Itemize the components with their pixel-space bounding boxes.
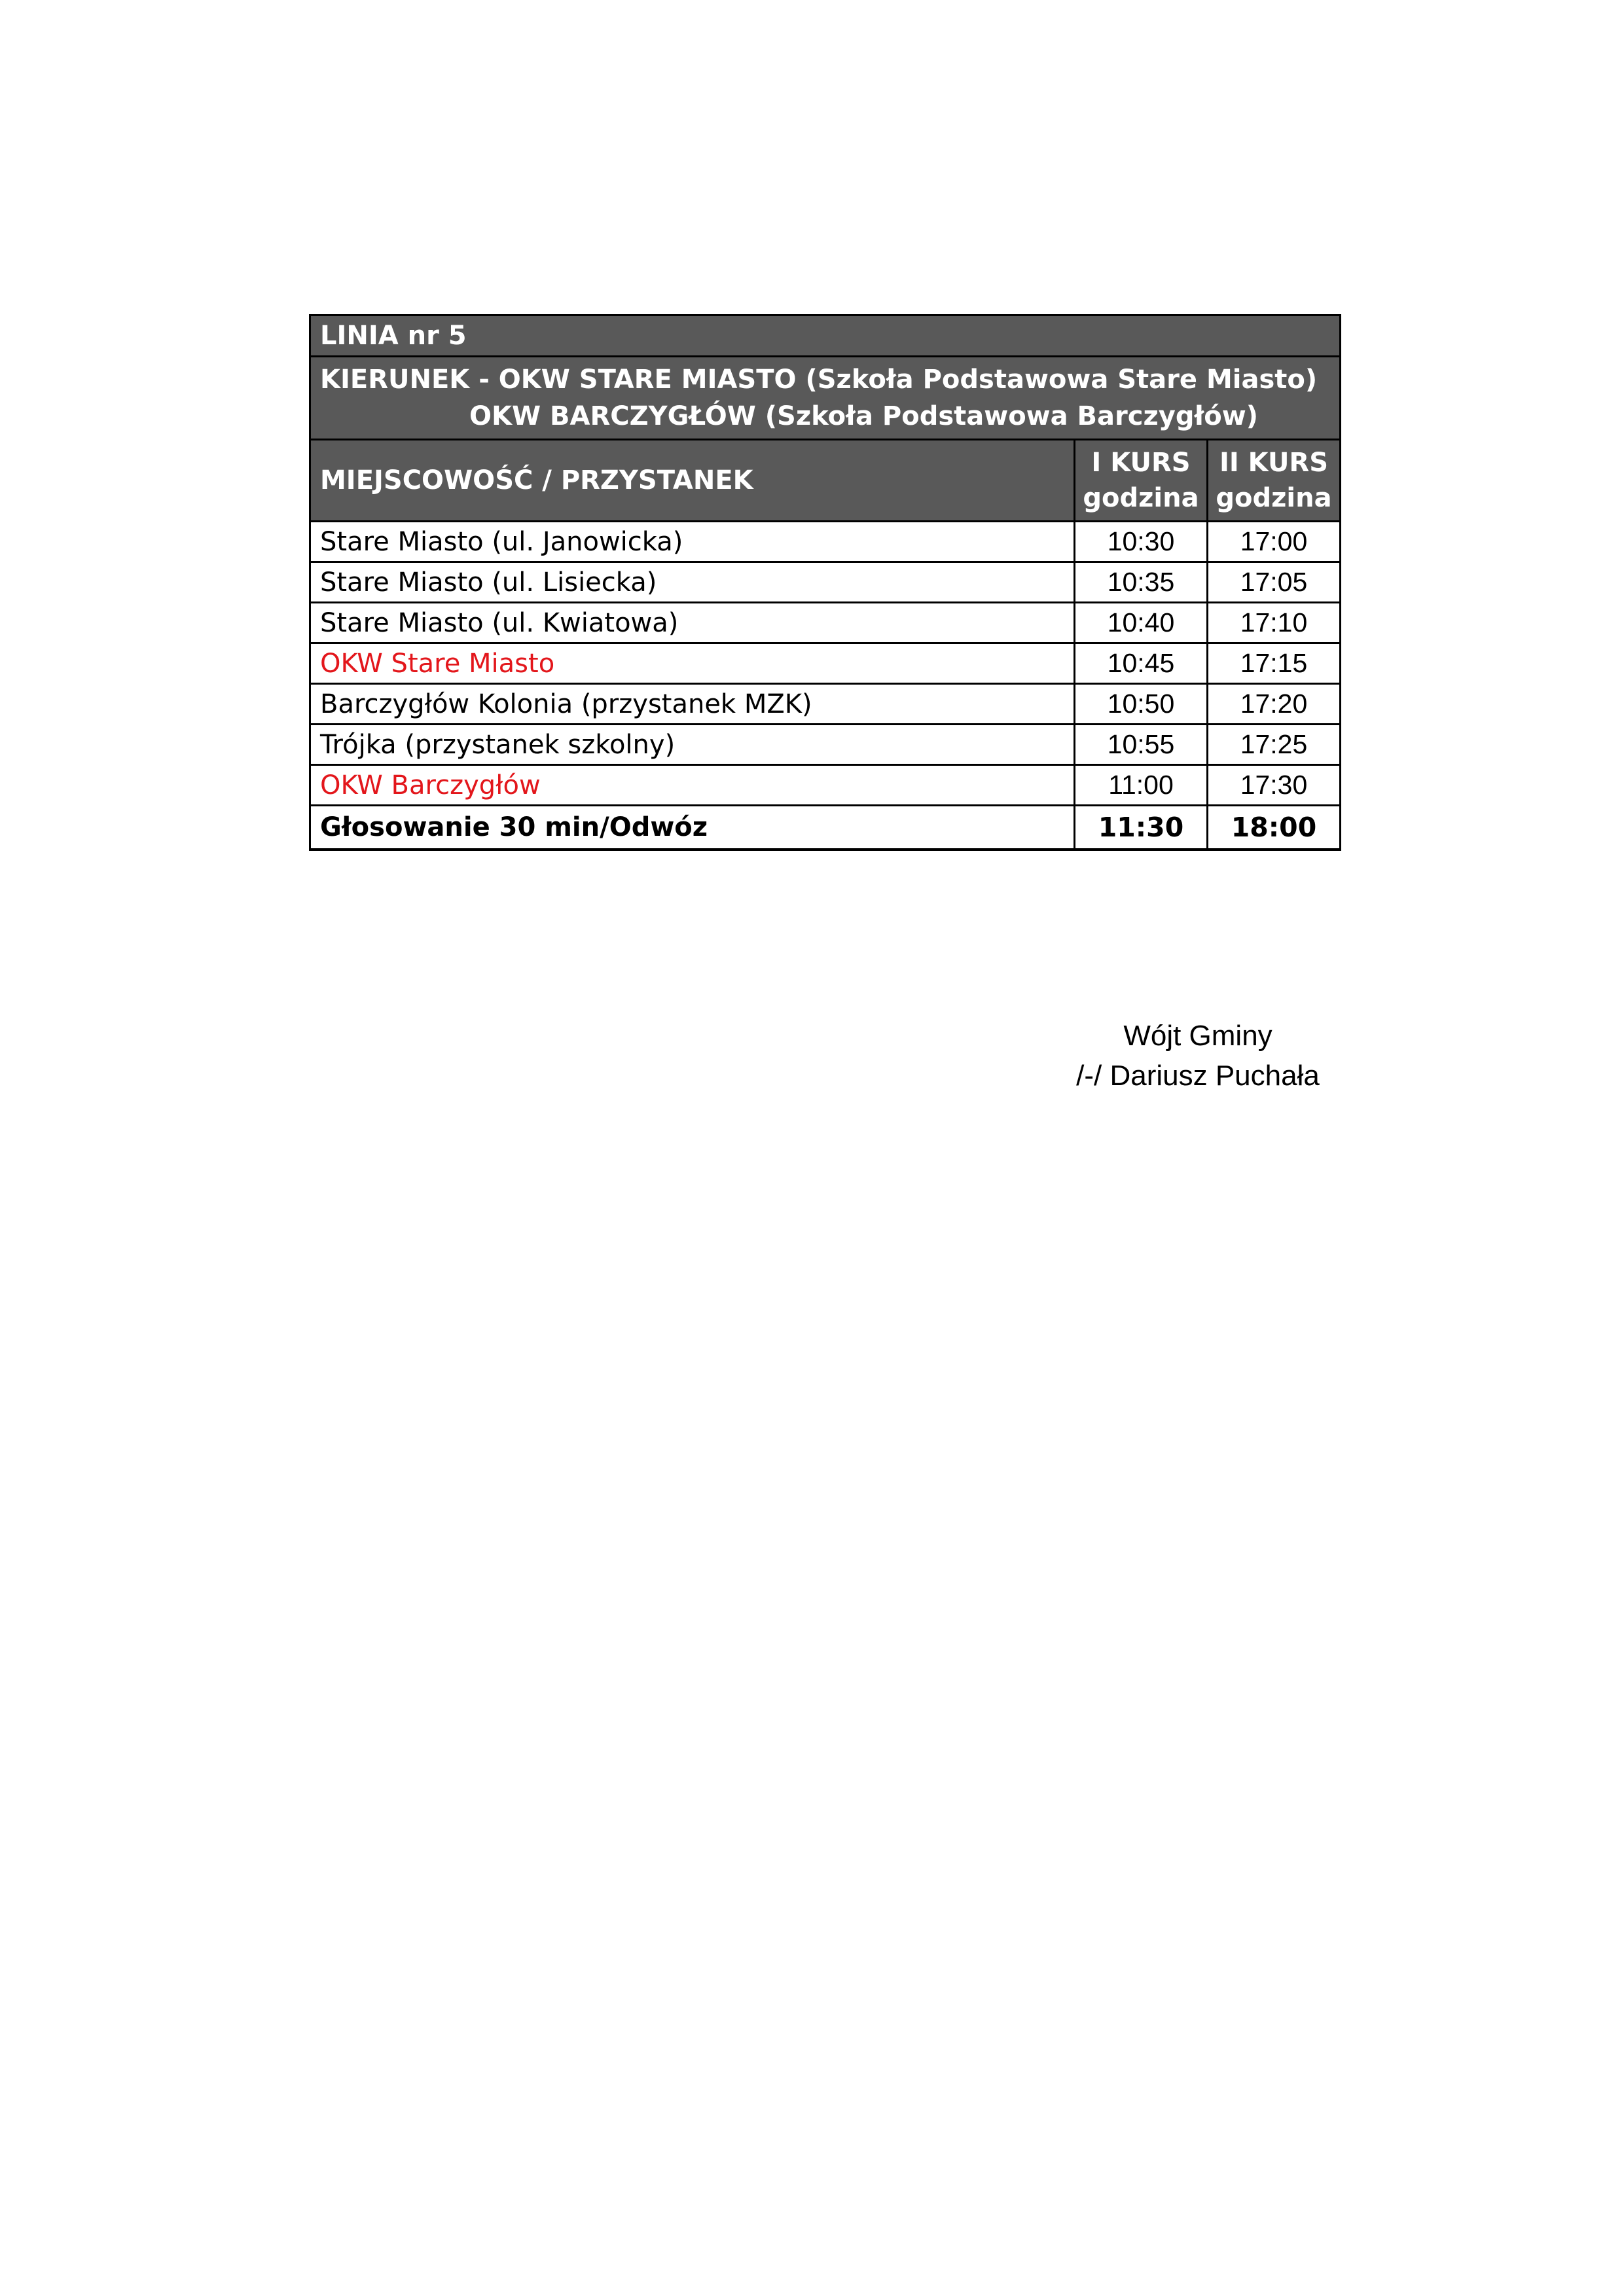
table-row xyxy=(310,643,1341,684)
run-2-time: 17:20 xyxy=(1208,684,1341,725)
column-header-run-2 xyxy=(1208,440,1341,522)
line-header-row xyxy=(310,315,1341,357)
run-1-time: 10:45 xyxy=(1075,643,1208,684)
run-2-time: 17:15 xyxy=(1208,643,1341,684)
total-row xyxy=(310,806,1341,850)
total-run-1-time: 11:30 xyxy=(1075,806,1208,850)
run-1-time: 10:40 xyxy=(1075,603,1208,643)
total-label: Głosowanie 30 min/Odwóz xyxy=(310,806,1075,850)
run-1-time: 10:30 xyxy=(1075,522,1208,562)
stop-name: Trójka (przystanek szkolny) xyxy=(310,725,1075,765)
signature-name: /-/ Dariusz Puchała xyxy=(1076,1060,1320,1092)
stop-name: OKW Stare Miasto xyxy=(310,643,1075,684)
direction-cell xyxy=(310,357,1341,440)
stop-name: Stare Miasto (ul. Lisiecka) xyxy=(310,562,1075,603)
bus-schedule-table xyxy=(309,314,1341,851)
column-header-stop: MIEJSCOWOŚĆ / PRZYSTANEK xyxy=(310,440,1075,522)
total-run-2-time: 18:00 xyxy=(1208,806,1341,850)
table-row xyxy=(310,603,1341,643)
table-row xyxy=(310,725,1341,765)
run-2-time: 17:05 xyxy=(1208,562,1341,603)
stop-name: OKW Barczygłów xyxy=(310,765,1075,806)
stop-name: Stare Miasto (ul. Kwiatowa) xyxy=(310,603,1075,643)
table-row xyxy=(310,684,1341,725)
signature-block xyxy=(1034,1016,1362,1096)
stop-name: Stare Miasto (ul. Janowicka) xyxy=(310,522,1075,562)
run-2-subtitle: godzina xyxy=(1216,483,1332,513)
column-header-run-1 xyxy=(1075,440,1208,522)
stop-name: Barczygłów Kolonia (przystanek MZK) xyxy=(310,684,1075,725)
run-2-title: II KURS xyxy=(1219,448,1329,478)
run-2-time: 17:10 xyxy=(1208,603,1341,643)
run-2-time: 17:30 xyxy=(1208,765,1341,806)
run-2-time: 17:00 xyxy=(1208,522,1341,562)
signature-title: Wójt Gminy xyxy=(1123,1020,1272,1052)
table-row xyxy=(310,522,1341,562)
run-1-time: 10:50 xyxy=(1075,684,1208,725)
direction-line-1: KIERUNEK - OKW STARE MIASTO (Szkoła Podstawowa Stare Miasto) xyxy=(320,365,1318,395)
direction-line-2: OKW BARCZYGŁÓW (Szkoła Podstawowa Barczygłów) xyxy=(469,401,1259,431)
run-1-time: 10:55 xyxy=(1075,725,1208,765)
line-title: LINIA nr 5 xyxy=(310,315,1341,357)
run-1-title: I KURS xyxy=(1091,448,1191,478)
run-1-time: 11:00 xyxy=(1075,765,1208,806)
run-2-time: 17:25 xyxy=(1208,725,1341,765)
run-1-time: 10:35 xyxy=(1075,562,1208,603)
table-row xyxy=(310,562,1341,603)
run-1-subtitle: godzina xyxy=(1083,483,1199,513)
table-row xyxy=(310,765,1341,806)
column-header-row xyxy=(310,440,1341,522)
direction-header-row xyxy=(310,357,1341,440)
